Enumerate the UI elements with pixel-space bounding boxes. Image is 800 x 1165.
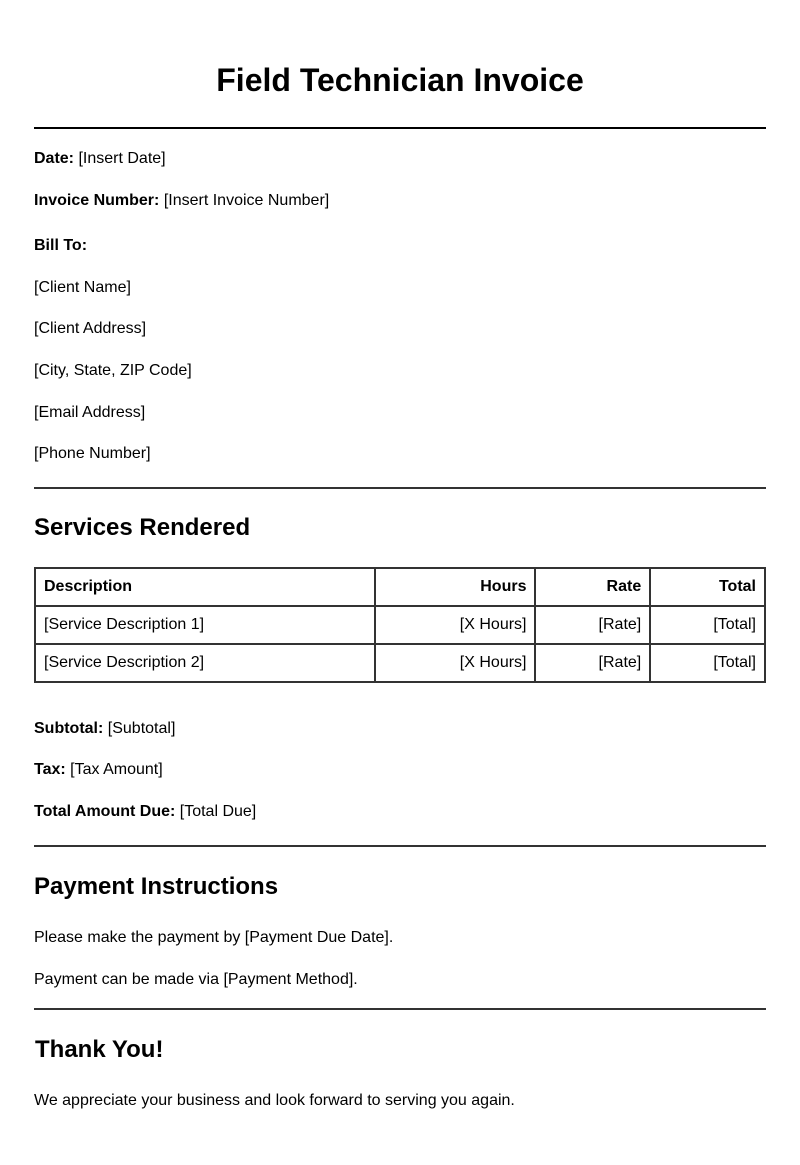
column-header-hours: Hours	[375, 568, 536, 606]
invoice-number-line	[34, 191, 329, 211]
total-due-line	[34, 802, 256, 822]
title-divider	[34, 127, 766, 129]
thank-you-heading: Thank You!	[35, 1036, 164, 1063]
date-line	[34, 149, 166, 169]
client-address: [Client Address]	[34, 320, 147, 337]
date-label: Date:	[34, 150, 75, 167]
bill-to-divider	[34, 487, 766, 489]
column-header-rate: Rate	[535, 568, 650, 606]
service-hours: [X Hours]	[375, 644, 536, 682]
invoice-number-value: [Insert Invoice Number]	[163, 192, 330, 209]
subtotal-line	[34, 719, 175, 739]
totals-divider	[34, 845, 766, 847]
payment-due-text: Please make the payment by [Payment Due Date].	[34, 929, 394, 946]
payment-divider	[34, 1008, 766, 1010]
service-description: [Service Description 1]	[35, 606, 375, 644]
payment-method-text: Payment can be made via [Payment Method].	[34, 971, 358, 988]
table-header-row	[35, 568, 765, 606]
table-row	[35, 606, 765, 644]
tax-label: Tax:	[34, 761, 66, 778]
service-hours: [X Hours]	[375, 606, 536, 644]
payment-heading: Payment Instructions	[34, 873, 279, 900]
services-heading: Services Rendered	[34, 514, 251, 541]
column-header-total: Total	[650, 568, 765, 606]
subtotal-label: Subtotal:	[34, 720, 104, 737]
services-table	[34, 567, 766, 683]
bill-to-label-text: Bill To:	[34, 237, 88, 254]
page-title: Field Technician Invoice	[216, 62, 584, 98]
service-description: [Service Description 2]	[35, 644, 375, 682]
total-due-label: Total Amount Due:	[34, 803, 176, 820]
service-rate: [Rate]	[535, 606, 650, 644]
service-rate: [Rate]	[535, 644, 650, 682]
service-total: [Total]	[650, 606, 765, 644]
invoice-number-label: Invoice Number:	[34, 192, 160, 209]
client-name: [Client Name]	[34, 279, 131, 296]
client-city-state-zip: [City, State, ZIP Code]	[34, 362, 192, 379]
bill-to-label	[34, 236, 87, 256]
client-email: [Email Address]	[34, 404, 146, 421]
column-header-description: Description	[35, 568, 375, 606]
thank-you-message: We appreciate your business and look forward to serving you again.	[34, 1092, 515, 1109]
date-value: [Insert Date]	[78, 150, 166, 167]
subtotal-value: [Subtotal]	[107, 720, 176, 737]
tax-line	[34, 760, 163, 780]
total-due-value: [Total Due]	[179, 803, 257, 820]
tax-value: [Tax Amount]	[70, 761, 163, 778]
client-phone: [Phone Number]	[34, 445, 151, 462]
table-row	[35, 644, 765, 682]
service-total: [Total]	[650, 644, 765, 682]
